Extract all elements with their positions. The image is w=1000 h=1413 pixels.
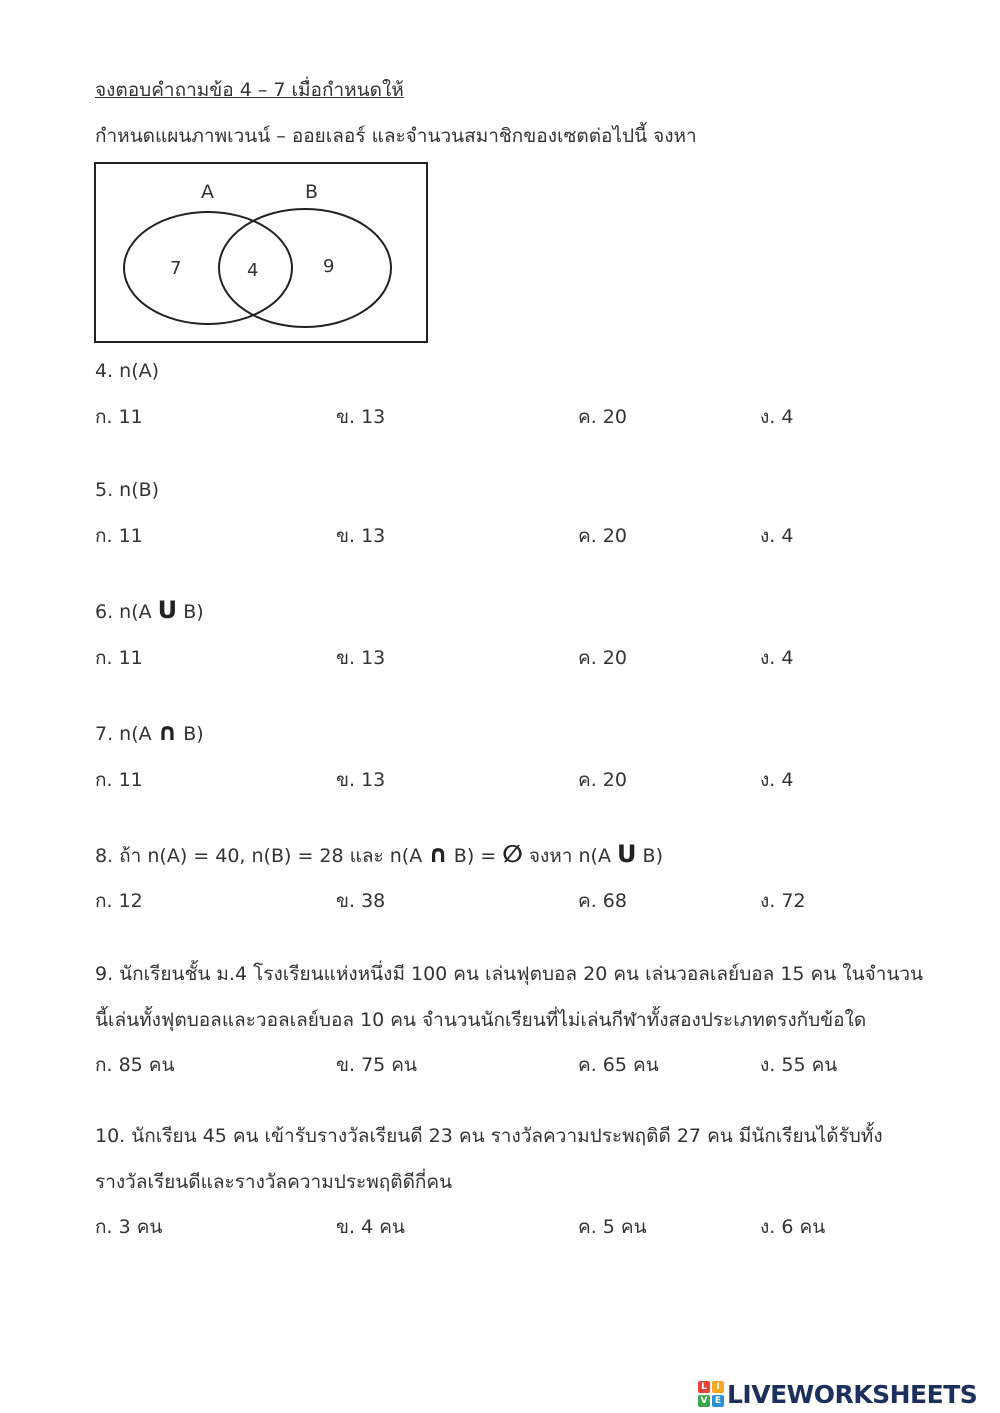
intersection-symbol: ∩ bbox=[157, 718, 178, 746]
question-text: B) bbox=[177, 601, 204, 623]
choice-7-b[interactable]: ข. 13 bbox=[336, 769, 386, 791]
logo-letter: V bbox=[698, 1395, 710, 1407]
choice-6-d[interactable]: ง. 4 bbox=[760, 647, 794, 669]
choice-4-a[interactable]: ก. 11 bbox=[95, 406, 143, 428]
choice-10-d[interactable]: ง. 6 คน bbox=[760, 1216, 826, 1238]
choice-8-c[interactable]: ค. 68 bbox=[578, 890, 627, 912]
question-6 bbox=[95, 598, 204, 624]
question-9-line-2: นี้เล่นทั้งฟุตบอลและวอลเลย์บอล 10 คน จำนวนนักเรียนที่ไม่เล่นกีฬาทั้งสองประเภทตรงกับข้อใด bbox=[95, 1009, 867, 1031]
question-10-line-2: รางวัลเรียนดีและรางวัลความประพฤติดีกี่คน bbox=[95, 1171, 453, 1193]
question-text: 7. n(A bbox=[95, 723, 158, 745]
choice-9-c[interactable]: ค. 65 คน bbox=[578, 1054, 659, 1076]
only-b-count: 9 bbox=[323, 256, 335, 277]
question-text: จงหา n(A bbox=[522, 845, 617, 867]
question-text: 6. n(A bbox=[95, 601, 158, 623]
choice-7-d[interactable]: ง. 4 bbox=[760, 769, 794, 791]
choice-4-d[interactable]: ง. 4 bbox=[760, 406, 794, 428]
intro-text: กำหนดแผนภาพเวนน์ – ออยเลอร์ และจำนวนสมาชิกของเซตต่อไปนี้ จงหา bbox=[95, 125, 697, 147]
question-text: 4. n(A) bbox=[95, 360, 160, 382]
set-a-label: A bbox=[201, 181, 214, 203]
liveworksheets-logo bbox=[698, 1379, 977, 1409]
union-symbol: U bbox=[157, 596, 178, 624]
choice-5-d[interactable]: ง. 4 bbox=[760, 525, 794, 547]
question-text: B) bbox=[177, 723, 204, 745]
choice-6-c[interactable]: ค. 20 bbox=[578, 647, 627, 669]
choice-7-a[interactable]: ก. 11 bbox=[95, 769, 143, 791]
choice-5-a[interactable]: ก. 11 bbox=[95, 525, 143, 547]
choice-9-b[interactable]: ข. 75 คน bbox=[336, 1054, 417, 1076]
choice-9-d[interactable]: ง. 55 คน bbox=[760, 1054, 838, 1076]
instruction-heading: จงตอบคำถามข้อ 4 – 7 เมื่อกำหนดให้ bbox=[95, 79, 404, 101]
only-a-count: 7 bbox=[170, 258, 182, 279]
intersection-count: 4 bbox=[247, 260, 259, 281]
logo-letter: L bbox=[698, 1381, 710, 1393]
question-9-line-1: 9. นักเรียนชั้น ม.4 โรงเรียนแห่งหนึ่งมี 100 คน เล่นฟุตบอล 20 คน เล่นวอลเลย์บอล 15 คน ในจำนวน bbox=[95, 963, 924, 985]
choice-7-c[interactable]: ค. 20 bbox=[578, 769, 627, 791]
question-text: B) = bbox=[447, 845, 503, 867]
question-text: 5. n(B) bbox=[95, 479, 160, 501]
choice-8-a[interactable]: ก. 12 bbox=[95, 890, 143, 912]
question-text: 8. ถ้า n(A) = 40, n(B) = 28 และ n(A bbox=[95, 845, 429, 867]
union-symbol: U bbox=[617, 840, 637, 868]
logo-text: LIVEWORKSHEETS bbox=[727, 1379, 978, 1409]
choice-5-b[interactable]: ข. 13 bbox=[336, 525, 386, 547]
universal-set-box bbox=[95, 163, 427, 342]
choice-9-a[interactable]: ก. 85 คน bbox=[95, 1054, 175, 1076]
choice-4-c[interactable]: ค. 20 bbox=[578, 406, 627, 428]
choice-8-d[interactable]: ง. 72 bbox=[760, 890, 806, 912]
choice-5-c[interactable]: ค. 20 bbox=[578, 525, 627, 547]
question-8 bbox=[95, 842, 663, 868]
intersection-symbol: ∩ bbox=[428, 840, 448, 868]
set-a-circle bbox=[124, 212, 292, 324]
logo-letter: I bbox=[712, 1381, 724, 1393]
question-5 bbox=[95, 478, 159, 502]
venn-diagram bbox=[94, 162, 428, 343]
choice-10-c[interactable]: ค. 5 คน bbox=[578, 1216, 647, 1238]
logo-letter: E bbox=[712, 1395, 724, 1407]
set-b-label: B bbox=[305, 181, 319, 203]
choice-10-b[interactable]: ข. 4 คน bbox=[336, 1216, 405, 1238]
empty-set-symbol: ∅ bbox=[502, 840, 523, 868]
liveworksheets-logo-icon bbox=[698, 1381, 724, 1407]
question-text: B) bbox=[636, 845, 663, 867]
choice-10-a[interactable]: ก. 3 คน bbox=[95, 1216, 163, 1238]
choice-6-b[interactable]: ข. 13 bbox=[336, 647, 386, 669]
set-b-circle bbox=[219, 209, 391, 327]
choice-6-a[interactable]: ก. 11 bbox=[95, 647, 143, 669]
choice-8-b[interactable]: ข. 38 bbox=[336, 890, 386, 912]
question-4 bbox=[95, 359, 159, 383]
question-7 bbox=[95, 720, 204, 746]
choice-4-b[interactable]: ข. 13 bbox=[336, 406, 386, 428]
question-10-line-1: 10. นักเรียน 45 คน เข้ารับรางวัลเรียนดี 23 คน รางวัลความประพฤติดี 27 คน มีนักเรียนได้รับทั้ง bbox=[95, 1125, 883, 1147]
